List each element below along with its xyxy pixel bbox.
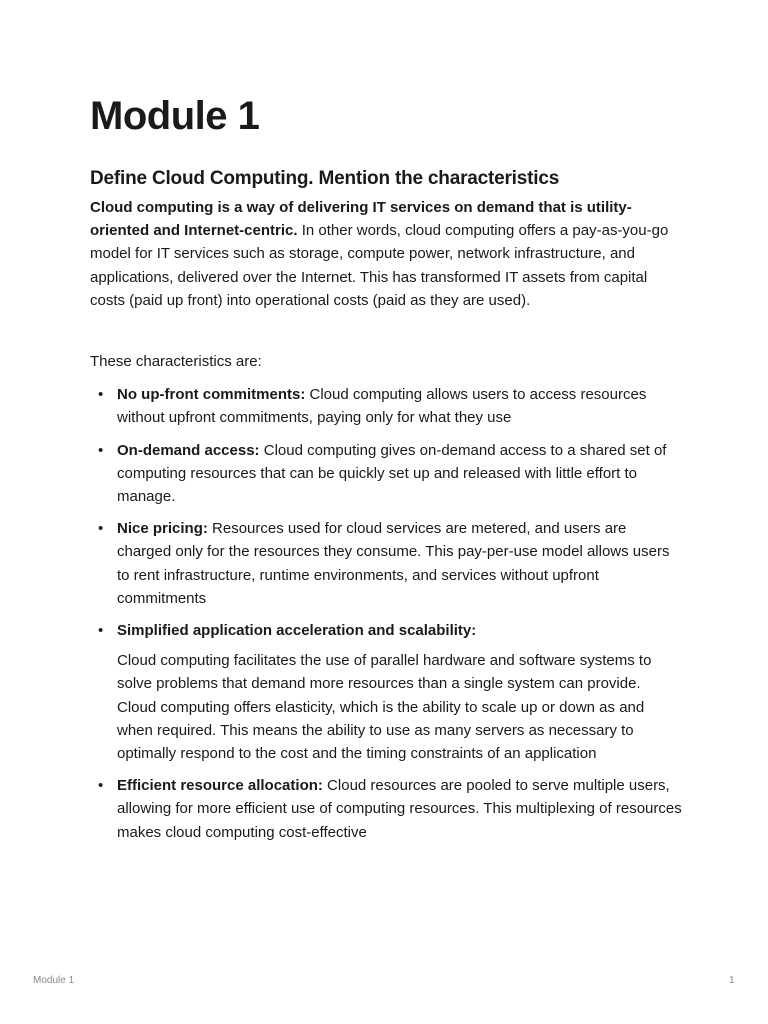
characteristic-text: Resources used for cloud services are metered, and users are charged only for the resources they consume. This pay-per-use model allows users to rent infrastructure, runtime environments, and services without upfront commitments [117, 520, 670, 607]
bullet-icon: • [98, 520, 104, 538]
characteristic-term: Nice pricing: [117, 520, 208, 538]
list-item [98, 439, 682, 509]
list-item [98, 619, 682, 765]
characteristic-term: Simplified application acceleration and scalability: [117, 622, 477, 640]
intro-paragraph [90, 196, 682, 312]
characteristic-text: Cloud resources are pooled to serve multiple users, allowing for more efficient use of computing resources. This multiplexing of resources makes cloud computing cost-effective [117, 777, 682, 841]
characteristics-list [90, 383, 682, 844]
footer-module-label: Module 1 [33, 975, 75, 986]
bullet-icon: • [98, 777, 104, 795]
section-heading: Define Cloud Computing. Mention the characteristics [90, 168, 560, 189]
characteristic-detail-paragraph: Cloud computing facilitates the use of parallel hardware and software systems to solve problems that demand more resources than a single system can provide. [117, 652, 652, 693]
characteristic-text: Cloud computing allows users to access resources without upfront commitments, paying only for what they use [117, 386, 647, 427]
characteristic-detail-paragraph: Cloud computing offers elasticity, which is the ability to scale up or down as and when required. This means the ability to use as many servers as necessary to optimally respond to the cost and the timing constraints of an application [117, 698, 645, 763]
intro-bold-text: Cloud computing is a way of delivering IT services on demand that is utility-oriented and Internet-centric. [90, 199, 632, 240]
footer-page-number: 1 [729, 975, 735, 986]
characteristic-term: On-demand access: [117, 441, 260, 459]
characteristic-term: No up-front commitments: [117, 386, 306, 404]
characteristic-text: Cloud computing gives on-demand access to a shared set of computing resources that can be quickly set up and released with little effort to manage. [117, 441, 667, 506]
list-item [98, 383, 682, 429]
characteristic-term: Efficient resource allocation: [117, 777, 323, 795]
list-item [98, 517, 682, 610]
intro-body-text: In other words, cloud computing offers a pay-as-you-go model for IT services such as storage, compute power, network infrastructure, and applications, delivered over the Internet. This has transformed IT assets from capital costs (paid up front) into operational costs (paid as they are used). [90, 222, 669, 309]
characteristics-lead-in: These characteristics are: [90, 353, 262, 371]
bullet-icon: • [98, 441, 104, 459]
bullet-icon: • [98, 386, 104, 404]
list-item [98, 774, 682, 844]
characteristic-detail [117, 649, 682, 765]
bullet-icon: • [98, 622, 104, 640]
page-title: Module 1 [90, 94, 260, 138]
document-page [90, 88, 682, 853]
